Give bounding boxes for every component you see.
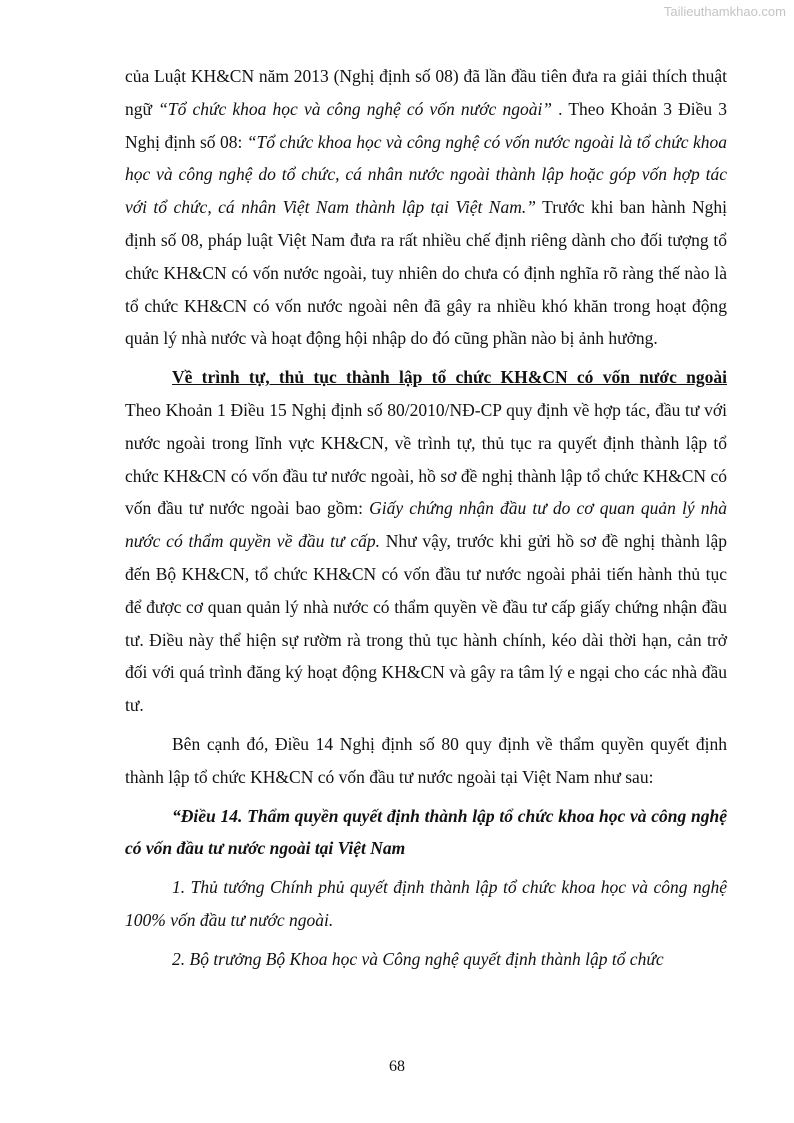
paragraph-text: Theo Khoản 1 Điều 15 Nghị định số 80/2010/NĐ-CP quy định về hợp tác, đầu tư với nước ngoài trong lĩnh vực KH&CN, về trình tự, thủ tục ra quyết định thành lập tổ chức KH&CN có vốn đầu tư nước ngoài, hồ sơ đề nghị thành lập tổ chức KH&CN có vốn đầu tư nước ngoài bao gồm: (125, 399, 727, 519)
paragraph-authority: Bên cạnh đó, Điều 14 Nghị định số 80 quy định về thẩm quyền quyết định thành lập tổ chức KH&CN có vốn đầu tư nước ngoài tại Việt Nam như sau: (125, 733, 727, 787)
article-title: “Điều 14. Thẩm quyền quyết định thành lập tổ chức khoa học và công nghệ có vốn đầu tư nước ngoài tại Việt Nam (125, 805, 727, 859)
document-body (125, 60, 727, 976)
paragraph-text: . Theo Khoản 3 Điều 3 Nghị định số 08: (125, 98, 727, 152)
article-item-1: 1. Thủ tướng Chính phủ quyết định thành lập tổ chức khoa học và công nghệ 100% vốn đầu tư nước ngoài. (125, 877, 727, 930)
watermark-text: Tailieuthamkhao.com (663, 4, 786, 19)
section-heading-text: Về trình tự, thủ tục thành lập tổ chức KH&CN có vốn nước ngoài (172, 367, 727, 388)
paragraph-definition (125, 60, 727, 355)
article-item-2: 2. Bộ trưởng Bộ Khoa học và Công nghệ quyết định thành lập tổ chức (172, 948, 664, 969)
section-heading (125, 361, 727, 394)
italic-term: “Tổ chức khoa học và công nghệ có vốn nước ngoài” (158, 98, 553, 119)
paragraph-procedure (125, 394, 727, 722)
italic-quote: Giấy chứng nhận đầu tư do cơ quan quản lý nhà nước có thẩm quyền về đầu tư cấp. (125, 498, 727, 552)
paragraph-text: Như vậy, trước khi gửi hồ sơ đề nghị thành lập đến Bộ KH&CN, tổ chức KH&CN có vốn đầu tư nước ngoài phải tiến hành thủ tục để được cơ quan quản lý nhà nước có thẩm quyền về đầu tư cấp giấy chứng nhận đầu tư. Điều này thể hiện sự rườm rà trong thủ tục hành chính, kéo dài thời hạn, cản trở đối với quá trình đăng ký hoạt động KH&CN và gây ra tâm lý e ngại cho các nhà đầu tư. (125, 531, 727, 716)
paragraph-text: của Luật KH&CN năm 2013 (Nghị định số 08) đã lần đầu tiên đưa ra giải thích thuật ngữ (125, 66, 727, 119)
paragraph-text: Trước khi ban hành Nghị định số 08, pháp luật Việt Nam đưa ra rất nhiều chế định riêng dành cho đối tượng tổ chức KH&CN có vốn nước ngoài, tuy nhiên do chưa có định nghĩa rõ ràng thế nào là tổ chức KH&CN có vốn nước ngoài nên đã gây ra nhiều khó khăn trong hoạt động quản lý nhà nước và hoạt động hội nhập do đó cũng phần nào bị ảnh hưởng. (125, 197, 727, 349)
page-number: 68 (389, 1058, 405, 1075)
italic-quote: “Tổ chức khoa học và công nghệ có vốn nước ngoài là tổ chức khoa học và công nghệ do tổ chức, cá nhân nước ngoài thành lập hoặc góp vốn hợp tác với tổ chức, cá nhân Việt Nam thành lập tại Việt Nam.” (125, 131, 727, 218)
